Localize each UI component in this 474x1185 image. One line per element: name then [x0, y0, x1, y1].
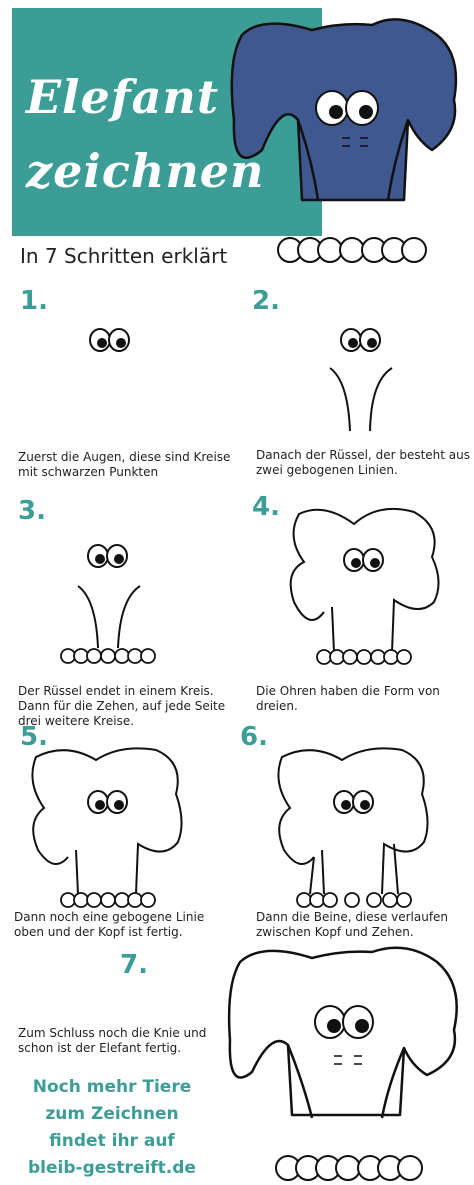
title-line-1: Elefant: [26, 70, 220, 124]
step-1-caption: [18, 450, 233, 480]
step-6-number: 6.: [240, 722, 268, 752]
step-2-caption-line: zwei gebogenen Linien.: [256, 463, 398, 477]
step-3-toes-drawing: [60, 544, 160, 666]
step-5-head-drawing: [26, 742, 186, 912]
promo-line: zum Zeichnen: [45, 1104, 179, 1124]
step-1-caption-line: mit schwarzen Punkten: [18, 465, 159, 479]
step-3-number: 3.: [18, 496, 46, 526]
promo-line: findet ihr auf: [49, 1131, 175, 1151]
step-2-number: 2.: [252, 286, 280, 316]
promo-line: Noch mehr Tiere: [32, 1077, 192, 1097]
step-4-caption-line: dreien.: [256, 699, 298, 713]
step-1-number: 1.: [20, 286, 48, 316]
step-4-ears-drawing: [284, 502, 444, 668]
step-6-legs-drawing: [272, 742, 442, 912]
step-2-caption: [256, 448, 471, 478]
step-4-number: 4.: [252, 492, 280, 522]
step-5-caption: [14, 910, 229, 940]
step-2-caption-line: Danach der Rüssel, der besteht aus: [256, 448, 470, 462]
step-2-trunk-drawing: [326, 326, 396, 436]
step-5-caption-line: Dann noch eine gebogene Linie: [14, 910, 205, 924]
step-7-caption-line: Zum Schluss noch die Knie und: [18, 1026, 207, 1040]
step-7-caption: [18, 1026, 233, 1056]
step-3-caption: [18, 684, 233, 729]
promo-link-text: bleib-gestreift.de: [28, 1158, 196, 1178]
promo-text: [14, 1074, 210, 1182]
step-6-caption-line: zwischen Kopf und Zehen.: [256, 925, 414, 939]
step-7-number: 7.: [120, 950, 148, 980]
step-3-caption-line: drei weitere Kreise.: [18, 714, 135, 728]
subtitle: In 7 Schritten erklärt: [20, 244, 228, 268]
step-1-caption-line: Zuerst die Augen, diese sind Kreise: [18, 450, 231, 464]
step-1-eyes-drawing: [88, 326, 132, 356]
step-3-caption-line: Dann für die Zehen, auf jede Seite: [18, 699, 226, 713]
step-7-caption-line: schon ist der Elefant fertig.: [18, 1041, 182, 1055]
title-line-2: zeichnen: [26, 144, 265, 198]
step-7-final-elephant-drawing: [222, 940, 472, 1182]
step-4-caption-line: Die Ohren haben die Form von: [256, 684, 440, 698]
step-5-number: 5.: [20, 722, 48, 752]
step-6-caption: [256, 910, 471, 940]
step-6-caption-line: Dann die Beine, diese verlaufen: [256, 910, 449, 924]
step-5-caption-line: oben und der Kopf ist fertig.: [14, 925, 183, 939]
step-4-caption: [256, 684, 471, 714]
colored-elephant-illustration: [222, 10, 474, 268]
step-3-caption-line: Der Rüssel endet in einem Kreis.: [18, 684, 214, 698]
